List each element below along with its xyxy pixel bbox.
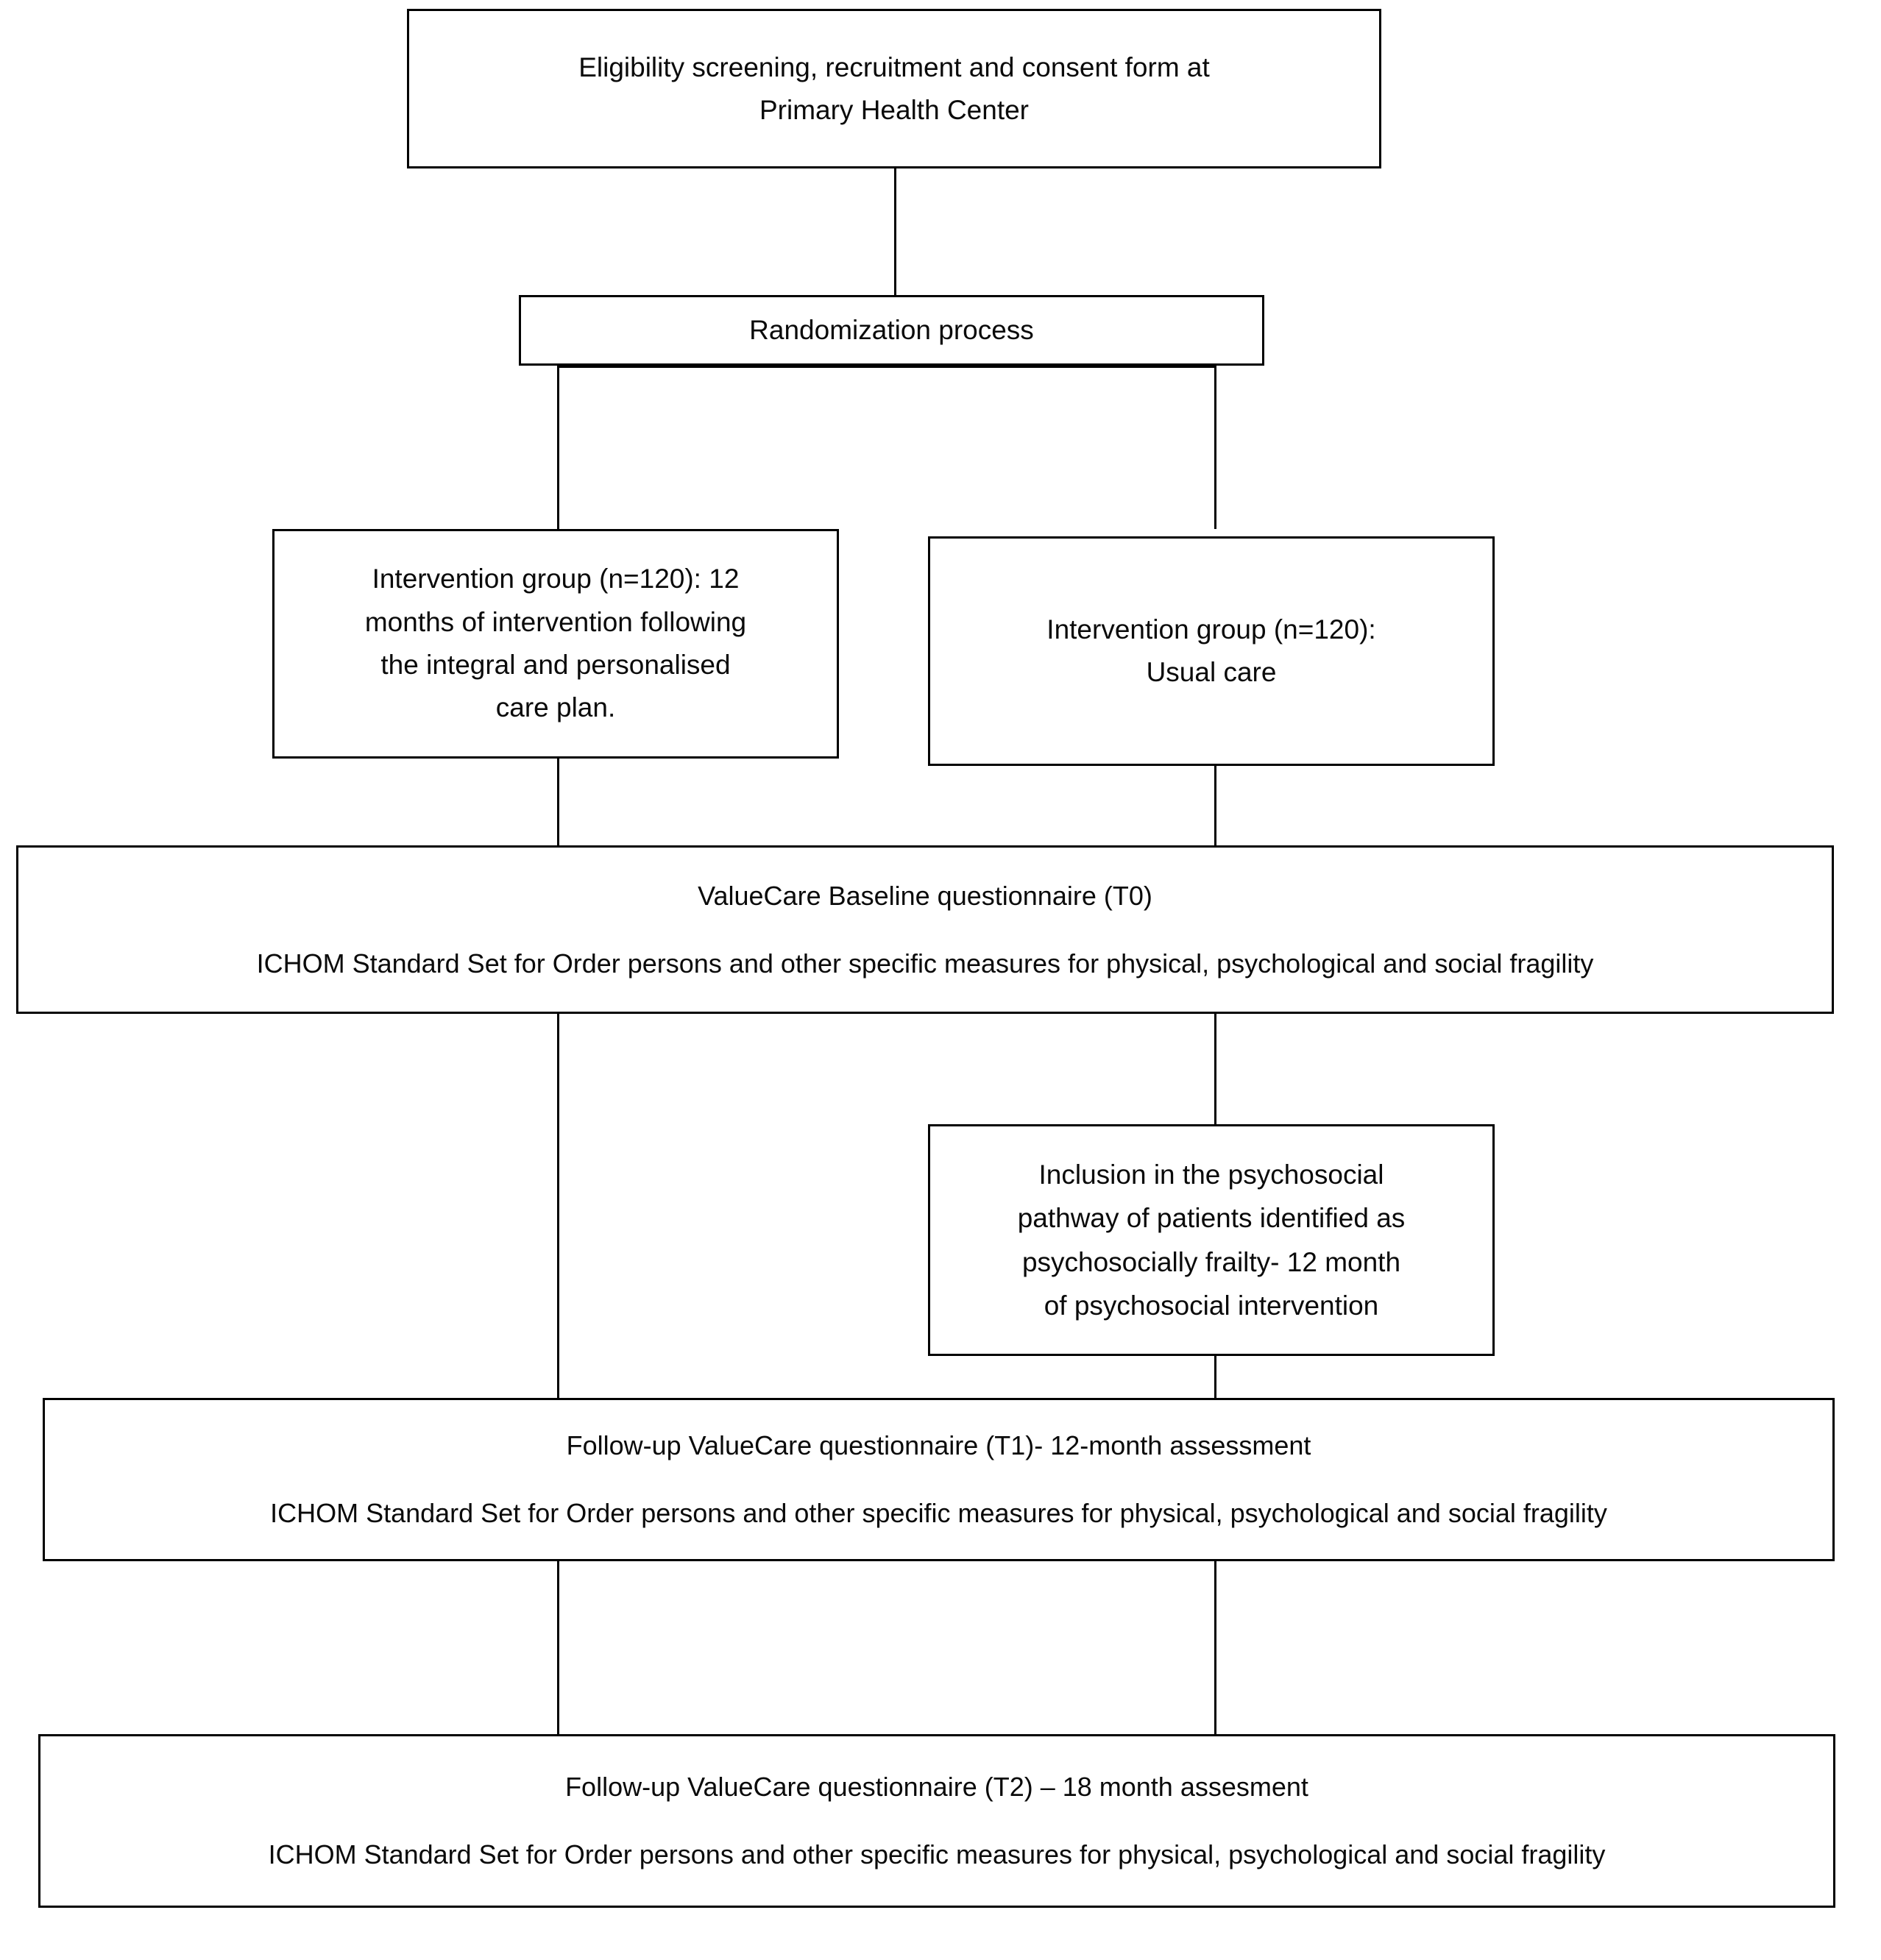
node-control-group	[928, 536, 1495, 766]
node-psychosocial-pathway-line-2: pathway of patients identified as	[1017, 1203, 1406, 1234]
node-psychosocial-pathway	[928, 1124, 1495, 1356]
node-psychosocial-pathway-line-3: psychosocially frailty- 12 month	[1021, 1246, 1401, 1277]
node-followup-t1	[43, 1398, 1835, 1561]
node-psychosocial-pathway-line-4: of psychosocial intervention	[1044, 1290, 1379, 1321]
node-psychosocial-pathway-line-1: Inclusion in the psychosocial	[1038, 1160, 1384, 1190]
node-eligibility-screening-line-2: Primary Health Center	[759, 94, 1029, 125]
node-intervention-group-line-3: the integral and personalised	[380, 650, 731, 680]
node-randomization-process	[519, 295, 1264, 366]
connector-randomization-right-drop	[1214, 366, 1216, 529]
node-control-group-line-2: Usual care	[1146, 657, 1277, 687]
node-baseline-questionnaire-line-1: ValueCare Baseline questionnaire (T0)	[698, 880, 1152, 911]
node-followup-t1-line-1: Follow-up ValueCare questionnaire (T1)- 12-month assessment	[566, 1430, 1311, 1460]
connector-randomization-split-bar	[557, 366, 1216, 368]
connector-intervention-to-baseline	[557, 759, 559, 845]
node-randomization-process-label: Randomization process	[749, 315, 1034, 346]
connector-psychosocial-to-followup-t1	[1214, 1356, 1216, 1398]
node-baseline-questionnaire-line-2: ICHOM Standard Set for Order persons and other specific measures for physical, psychological and social fragility	[256, 948, 1594, 979]
connector-screening-to-randomization	[894, 168, 896, 295]
node-intervention-group-line-4: care plan.	[495, 692, 616, 723]
connector-followup-t1-to-t2-right	[1214, 1561, 1216, 1734]
connector-followup-t1-to-t2	[557, 1561, 559, 1734]
node-followup-t1-line-2: ICHOM Standard Set for Order persons and other specific measures for physical, psychological and social fragility	[270, 1498, 1607, 1528]
node-eligibility-screening	[407, 9, 1381, 168]
node-followup-t2-line-2: ICHOM Standard Set for Order persons and other specific measures for physical, psychological and social fragility	[268, 1839, 1606, 1870]
node-intervention-group-line-2: months of intervention following	[364, 606, 747, 637]
connector-baseline-to-psychosocial	[1214, 1014, 1216, 1124]
node-eligibility-screening-line-1: Eligibility screening, recruitment and consent form at	[578, 52, 1210, 83]
node-intervention-group-line-1: Intervention group (n=120): 12	[372, 564, 740, 594]
connector-randomization-left-drop	[557, 366, 559, 529]
connector-control-to-baseline	[1214, 766, 1216, 845]
node-followup-t2	[38, 1734, 1835, 1908]
node-followup-t2-line-1: Follow-up ValueCare questionnaire (T2) – 18 month assesment	[565, 1772, 1308, 1802]
node-baseline-questionnaire	[16, 845, 1834, 1014]
node-control-group-line-1: Intervention group (n=120):	[1046, 614, 1376, 645]
connector-baseline-to-followup-t1	[557, 1014, 559, 1398]
node-intervention-group	[272, 529, 839, 759]
